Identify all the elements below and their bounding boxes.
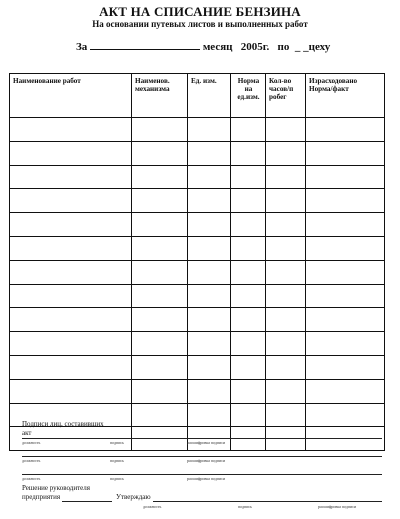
table-cell[interactable] <box>266 379 306 403</box>
table-cell[interactable] <box>132 118 188 142</box>
table-cell[interactable] <box>231 165 266 189</box>
shop-blank[interactable]: _ _ <box>294 41 309 53</box>
enterprise-blank[interactable] <box>62 501 112 502</box>
table-cell[interactable] <box>188 332 231 356</box>
table-cell[interactable] <box>231 260 266 284</box>
period-line <box>76 40 330 53</box>
col-hours-mileage: Кол-во часов/п робег <box>266 74 306 118</box>
table-cell[interactable] <box>10 308 132 332</box>
table-cell[interactable] <box>132 355 188 379</box>
table-cell[interactable] <box>132 403 188 427</box>
table-cell[interactable] <box>231 308 266 332</box>
table-cell[interactable] <box>188 284 231 308</box>
table-cell[interactable] <box>306 118 385 142</box>
table-cell[interactable] <box>188 141 231 165</box>
caption-decoding-2: расшифровка подписи <box>187 458 226 463</box>
table-cell[interactable] <box>10 189 132 213</box>
page-subtitle: На основании путевых листов и выполненных работ <box>92 19 308 29</box>
table-cell[interactable] <box>231 332 266 356</box>
table-row <box>10 332 385 356</box>
caption-decoding-1: расшифровка подписи <box>187 440 226 445</box>
approve-label: Утверждаю <box>116 493 151 501</box>
table-row <box>10 141 385 165</box>
table-cell[interactable] <box>132 284 188 308</box>
month-label: месяц <box>202 41 233 53</box>
act-label: акт <box>22 429 32 437</box>
col-consumed: Израсходовано Норма/факт <box>306 74 385 118</box>
table-cell[interactable] <box>132 332 188 356</box>
table-cell[interactable] <box>231 284 266 308</box>
table-header-row <box>10 74 385 118</box>
table-cell[interactable] <box>306 379 385 403</box>
period-prefix: За <box>76 41 88 53</box>
table-cell[interactable] <box>10 260 132 284</box>
decision-heading: Решение руководителя <box>22 484 90 492</box>
table-cell[interactable] <box>132 260 188 284</box>
col-mechanism: Наименов. механизма <box>132 74 188 118</box>
table-cell[interactable] <box>188 165 231 189</box>
table-cell[interactable] <box>306 308 385 332</box>
table-cell[interactable] <box>188 118 231 142</box>
table-cell[interactable] <box>188 308 231 332</box>
table-cell[interactable] <box>132 213 188 237</box>
caption-decoding-4: расшифровка подписи <box>318 504 357 509</box>
signature-line-2[interactable] <box>22 456 382 457</box>
table-cell[interactable] <box>188 355 231 379</box>
page-title: АКТ НА СПИСАНИЕ БЕНЗИНА <box>99 4 301 19</box>
table-row <box>10 355 385 379</box>
caption-position-4: должность <box>143 504 162 509</box>
table-cell[interactable] <box>10 141 132 165</box>
table-cell[interactable] <box>266 189 306 213</box>
caption-position-2: должность <box>22 458 41 463</box>
signatures-heading: Подписи лиц, составивших <box>22 420 104 428</box>
table-cell[interactable] <box>10 379 132 403</box>
col-work-name: Наименование работ <box>10 74 132 118</box>
by-label: по <box>277 41 290 53</box>
shop-label: цеху <box>308 41 331 53</box>
col-norm-per-unit: Норма на ед.изм. <box>231 74 266 118</box>
table-cell[interactable] <box>266 165 306 189</box>
table-cell[interactable] <box>306 213 385 237</box>
table-cell[interactable] <box>306 332 385 356</box>
table-cell[interactable] <box>231 213 266 237</box>
table-cell[interactable] <box>188 260 231 284</box>
table-cell[interactable] <box>10 165 132 189</box>
table-cell[interactable] <box>306 189 385 213</box>
table-row <box>10 189 385 213</box>
month-blank[interactable] <box>90 40 200 50</box>
table-cell[interactable] <box>188 236 231 260</box>
table-cell[interactable] <box>266 236 306 260</box>
table-row <box>10 379 385 403</box>
table-cell[interactable] <box>266 308 306 332</box>
table-cell[interactable] <box>10 213 132 237</box>
table-cell[interactable] <box>188 403 231 427</box>
caption-signature-2: подпись <box>110 458 124 463</box>
table-cell[interactable] <box>231 236 266 260</box>
table-cell[interactable] <box>306 284 385 308</box>
table-cell[interactable] <box>231 118 266 142</box>
table-cell[interactable] <box>188 213 231 237</box>
table-cell[interactable] <box>132 236 188 260</box>
table-cell[interactable] <box>266 213 306 237</box>
table-cell[interactable] <box>132 379 188 403</box>
table-cell[interactable] <box>10 355 132 379</box>
table-cell[interactable] <box>10 332 132 356</box>
table-cell[interactable] <box>132 165 188 189</box>
write-off-table <box>9 73 385 451</box>
caption-signature-4: подпись <box>238 504 252 509</box>
table-cell[interactable] <box>132 141 188 165</box>
caption-signature-3: подпись <box>110 476 124 481</box>
table-row <box>10 284 385 308</box>
table-cell[interactable] <box>132 189 188 213</box>
table-cell[interactable] <box>10 236 132 260</box>
year-value: 2005г. <box>240 41 270 53</box>
table-cell[interactable] <box>266 284 306 308</box>
table-cell[interactable] <box>132 308 188 332</box>
table-row <box>10 118 385 142</box>
table-cell[interactable] <box>266 355 306 379</box>
table-cell[interactable] <box>231 379 266 403</box>
table-cell[interactable] <box>10 118 132 142</box>
table-cell[interactable] <box>231 189 266 213</box>
table-body <box>10 118 385 451</box>
table-cell[interactable] <box>10 284 132 308</box>
enterprise-label: предприятия <box>22 493 61 501</box>
caption-decoding-3: расшифровка подписи <box>187 476 226 481</box>
table-cell[interactable] <box>266 118 306 142</box>
table-cell[interactable] <box>306 165 385 189</box>
caption-signature-1: подпись <box>110 440 124 445</box>
table-row <box>10 308 385 332</box>
table-cell[interactable] <box>231 141 266 165</box>
caption-position-3: должность <box>22 476 41 481</box>
table-row <box>10 213 385 237</box>
table-cell[interactable] <box>266 141 306 165</box>
table-cell[interactable] <box>306 355 385 379</box>
signature-line-1[interactable] <box>22 438 382 439</box>
table-row <box>10 260 385 284</box>
table-row <box>10 165 385 189</box>
table-cell[interactable] <box>306 260 385 284</box>
caption-position-1: должность <box>22 440 41 445</box>
table-cell[interactable] <box>266 403 306 427</box>
table-cell[interactable] <box>266 332 306 356</box>
table-row <box>10 236 385 260</box>
col-unit: Ед. изм. <box>188 74 231 118</box>
table-cell[interactable] <box>306 403 385 427</box>
table-cell[interactable] <box>231 355 266 379</box>
table-cell[interactable] <box>306 141 385 165</box>
signature-line-3[interactable] <box>22 474 382 475</box>
approve-signature-line[interactable] <box>153 501 382 502</box>
table-cell[interactable] <box>188 379 231 403</box>
table-cell[interactable] <box>266 260 306 284</box>
table-cell[interactable] <box>306 236 385 260</box>
table-cell[interactable] <box>231 403 266 427</box>
table-cell[interactable] <box>188 189 231 213</box>
